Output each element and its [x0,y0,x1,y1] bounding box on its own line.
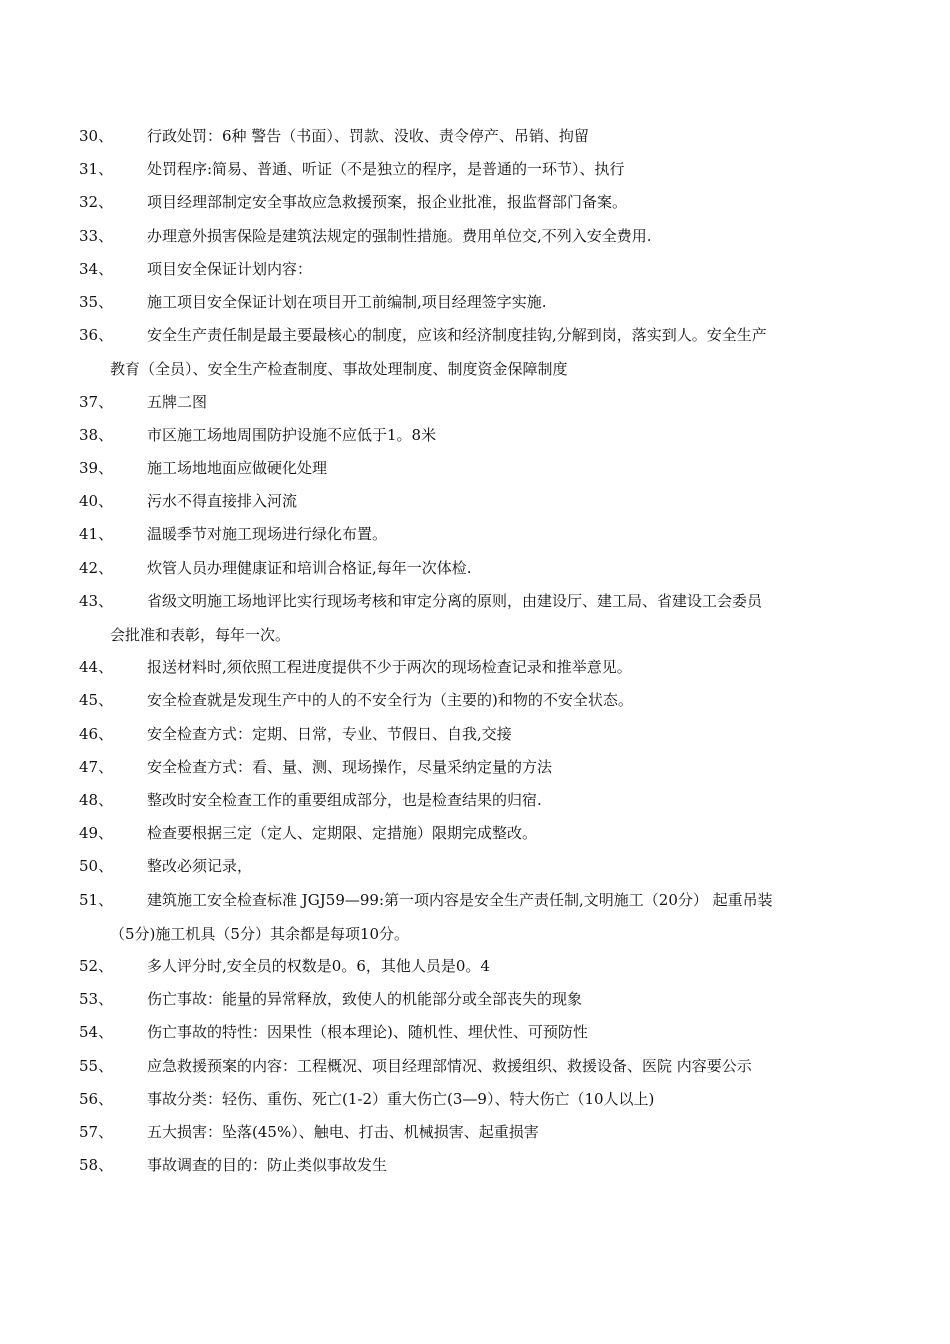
item-text: 多人评分时,安全员的权数是0。6，其他人员是0。4 [147,957,490,975]
item-text: 五大损害：坠落(45%）、触电、打击、机械损害、起重损害 [147,1123,539,1141]
item-text: 市区施工场地周围防护设施不应低于1。8米 [147,425,437,444]
item-text: 检查要根据三定（定人、定期限、定措施）限期完成整改。 [147,824,538,843]
item-number: 49、 [79,824,114,843]
item-number: 41、 [79,525,114,544]
item-text: 施工项目安全保证计划在项目开工前编制,项目经理签字实施. [147,293,547,311]
item-text: 整改时安全检查工作的重要组成部分，也是检查结果的归宿. [147,791,542,809]
item-number: 55、 [79,1056,114,1075]
item-text: 项目经理部制定安全事故应急救援预案，报企业批准，报监督部门备案。 [147,193,628,212]
item-number: 43、 [79,591,114,610]
item-text: 温暖季节对施工现场进行绿化布置。 [147,525,388,544]
item-number: 40、 [79,492,114,511]
item-number: 53、 [79,990,114,1009]
item-number: 35、 [79,293,114,311]
item-number: 47、 [79,757,114,776]
item-text: 整改必须记录， [147,857,253,876]
item-text: 安全检查方式：定期、日常，专业、节假日、自我,交接 [147,724,512,743]
item-number: 56、 [79,1089,114,1108]
item-number: 44、 [79,658,114,677]
item-text-continuation: 会批准和表彰，每年一次。 [110,625,291,644]
item-text: 污水不得直接排入河流 [147,492,298,511]
item-text: 伤亡事故的特性：因果性（根本理论)、随机性、埋伏性、可预防性 [147,1023,588,1042]
item-number: 37、 [79,392,114,411]
item-number: 45、 [79,691,114,710]
item-number: 42、 [79,558,114,577]
item-text: 项目安全保证计划内容： [147,259,313,278]
item-text-continuation: （5分)施工机具（5分）其余都是每项10分。 [110,924,410,943]
item-text: 施工场地地面应做硬化处理 [147,459,328,477]
item-text: 安全检查方式：看、量、测、现场操作，尽量采纳定量的方法 [147,757,553,776]
item-text: 建筑施工安全检查标准 JGJ59—99:第一项内容是安全生产责任制,文明施工（20分） 起重吊装 [147,890,773,909]
item-text: 安全生产责任制是最主要最核心的制度，应该和经济制度挂钩,分解到岗，落实到人。安全生产 [147,326,767,345]
item-text: 五牌二图 [147,392,208,411]
item-text: 处罚程序:简易、普通、听证（不是独立的程序，是普通的一环节）、执行 [147,160,625,179]
item-number: 33、 [79,226,114,245]
item-text: 伤亡事故：能量的异常释放，致使人的机能部分或全部丧失的现象 [147,990,583,1009]
item-number: 46、 [79,724,114,743]
item-text: 省级文明施工场地评比实行现场考核和审定分离的原则，由建设厅、建工局、省建设工会委员 [147,591,763,610]
item-text: 行政处罚：6种 警告（书面）、罚款、没收、责令停产、吊销、拘留 [147,127,589,145]
item-number: 39、 [79,459,114,477]
item-text: 办理意外损害保险是建筑法规定的强制性措施。费用单位交,不列入安全费用. [147,226,652,245]
item-text: 应急救援预案的内容：工程概况、项目经理部情况、救援组织、救援设备、医院 内容要公示 [147,1056,752,1075]
item-text: 报送材料时,须依照工程进度提供不少于两次的现场检查记录和推举意见。 [147,658,632,677]
item-number: 57、 [79,1123,114,1141]
item-number: 50、 [79,857,114,876]
item-number: 38、 [79,425,114,444]
item-number: 31、 [79,160,114,179]
item-text: 炊管人员办理健康证和培训合格证,每年一次体检. [147,558,472,577]
item-number: 52、 [79,957,114,975]
item-number: 51、 [79,890,114,909]
item-number: 54、 [79,1023,114,1042]
item-number: 36、 [79,326,114,345]
item-text: 事故调查的目的：防止类似事故发生 [147,1156,388,1175]
item-number: 30、 [79,127,114,145]
item-number: 48、 [79,791,114,809]
item-number: 32、 [79,193,114,212]
item-text-continuation: 教育（全员）、安全生产检查制度、事故处理制度、制度资金保障制度 [110,360,568,379]
item-number: 34、 [79,259,114,278]
item-text: 安全检查就是发现生产中的人的不安全行为（主要的)和物的不安全状态。 [147,691,633,710]
item-number: 58、 [79,1156,114,1175]
item-text: 事故分类：轻伤、重伤、死亡(1-2）重大伤亡(3—9）、特大伤亡（10人以上) [147,1089,655,1108]
